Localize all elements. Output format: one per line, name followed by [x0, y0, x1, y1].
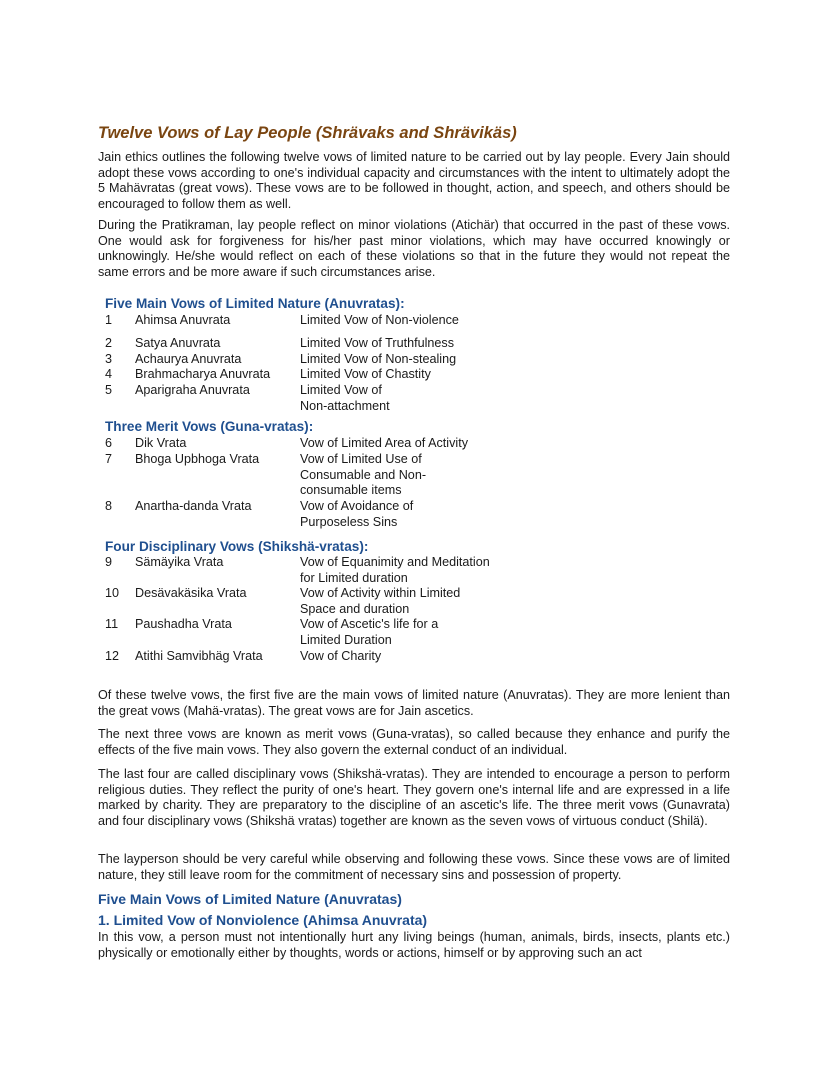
vow-number: 3 — [105, 352, 113, 366]
vow-number: 6 — [105, 436, 113, 450]
vow-description: Limited Vow of Non-stealing — [300, 352, 457, 366]
vow-name: Anartha-danda Vrata — [135, 499, 252, 513]
vow-description: Limited Vow of Non-violence — [300, 313, 459, 327]
vow-description: Vow of Limited Use of Consumable and Non-consumable items — [300, 452, 427, 497]
vow-description: Limited Vow of Non-attachment — [300, 383, 390, 413]
vow-number: 10 — [105, 586, 120, 600]
vow-name: Ahimsa Anuvrata — [135, 313, 231, 327]
vow-description: Vow of Avoidance of Purposeless Sins — [300, 499, 414, 529]
body-paragraph-3: The last four are called disciplinary vows (Shikshä-vratas). They are intended to encourage a person to perform religious duties. They reflect the purity of one's heart. They govern one's internal life and are expressed in a life marked by charity. They are preparatory to the discipline of an ascetic's life. The three merit vows (Gunavrata) and four disciplinary vows (Shikshä vratas) together are known as the seven vows of virtuous conduct (Shilä). — [98, 767, 730, 828]
gunavratas-heading: Three Merit Vows (Guna-vratas): — [105, 419, 314, 434]
vow-description: Vow of Activity within Limited Space and duration — [300, 586, 461, 616]
vow-number: 8 — [105, 499, 113, 513]
shikshavratas-heading: Four Disciplinary Vows (Shikshä-vratas): — [105, 539, 369, 554]
vow-name: Aparigraha Anuvrata — [135, 383, 250, 397]
vow-name: Dik Vrata — [135, 436, 187, 450]
vow-description: Limited Vow of Truthfulness — [300, 336, 455, 350]
anuvratas-heading: Five Main Vows of Limited Nature (Anuvratas): — [105, 296, 405, 311]
intro-paragraph-2: During the Pratikraman, lay people reflect on minor violations (Atichär) that occurred in the past of these vows. One would ask for forgiveness for his/her past minor violations, which may have occurred knowingly or unknowingly. He/she would reflect on each of these violations so that in the future they would not repeat the same errors and be more aware if such circumstances arise. — [98, 218, 730, 279]
vow-number: 4 — [105, 367, 113, 381]
subsection-heading: 1. Limited Vow of Nonviolence (Ahimsa Anuvrata) — [98, 912, 428, 928]
vow-description: Limited Vow of Chastity — [300, 367, 431, 381]
vow-name: Brahmacharya Anuvrata — [135, 367, 271, 381]
vow-description: Vow of Charity — [300, 649, 382, 663]
vow-number: 7 — [105, 452, 113, 466]
final-paragraph: In this vow, a person must not intentionally hurt any living beings (human, animals, birds, insects, plants etc.) physically or emotionally either by thoughts, words or actions, himself or by approving such an act — [98, 930, 730, 960]
intro-paragraph-1: Jain ethics outlines the following twelve vows of limited nature to be carried out by lay people. Every Jain should adopt these vows according to one's individual capacity and circumstances with the intent to ultimately adopt the 5 Mahävratas (great vows). These vows are to be followed in thought, action, and speech, and others should be encouraged to follow them as well. — [98, 150, 730, 211]
vow-name: Desävakäsika Vrata — [135, 586, 247, 600]
vow-name: Satya Anuvrata — [135, 336, 221, 350]
vow-name: Achaurya Anuvrata — [135, 352, 242, 366]
vow-number: 11 — [105, 617, 119, 631]
body-paragraph-1: Of these twelve vows, the first five are the main vows of limited nature (Anuvratas). They are more lenient than the great vows (Mahä-vratas). The great vows are for Jain ascetics. — [98, 688, 730, 718]
vow-number: 12 — [105, 649, 120, 663]
body-paragraph-4: The layperson should be very careful while observing and following these vows. Since these vows are of limited nature, they still leave room for the commitment of necessary sins and possession of property. — [98, 852, 730, 882]
page-title: Twelve Vows of Lay People (Shrävaks and Shrävikäs) — [98, 124, 517, 142]
vow-number: 1 — [105, 313, 113, 327]
vow-description: Vow of Limited Area of Activity — [300, 436, 468, 450]
vow-name: Paushadha Vrata — [135, 617, 232, 631]
vow-number: 2 — [105, 336, 113, 350]
section-heading: Five Main Vows of Limited Nature (Anuvratas) — [98, 891, 402, 907]
vow-name: Sämäyika Vrata — [135, 555, 224, 569]
vow-description: Vow of Ascetic's life for a Limited Duration — [300, 617, 439, 647]
body-paragraph-2: The next three vows are known as merit vows (Guna-vratas), so called because they enhance and purify the effects of the five main vows. They also govern the external conduct of an individual. — [98, 727, 730, 757]
vow-description: Vow of Equanimity and Meditation for Limited duration — [300, 555, 490, 585]
vow-name: Bhoga Upbhoga Vrata — [135, 452, 260, 466]
vow-number: 9 — [105, 555, 113, 569]
vow-number: 5 — [105, 383, 113, 397]
vow-name: Atithi Samvibhäg Vrata — [135, 649, 263, 663]
